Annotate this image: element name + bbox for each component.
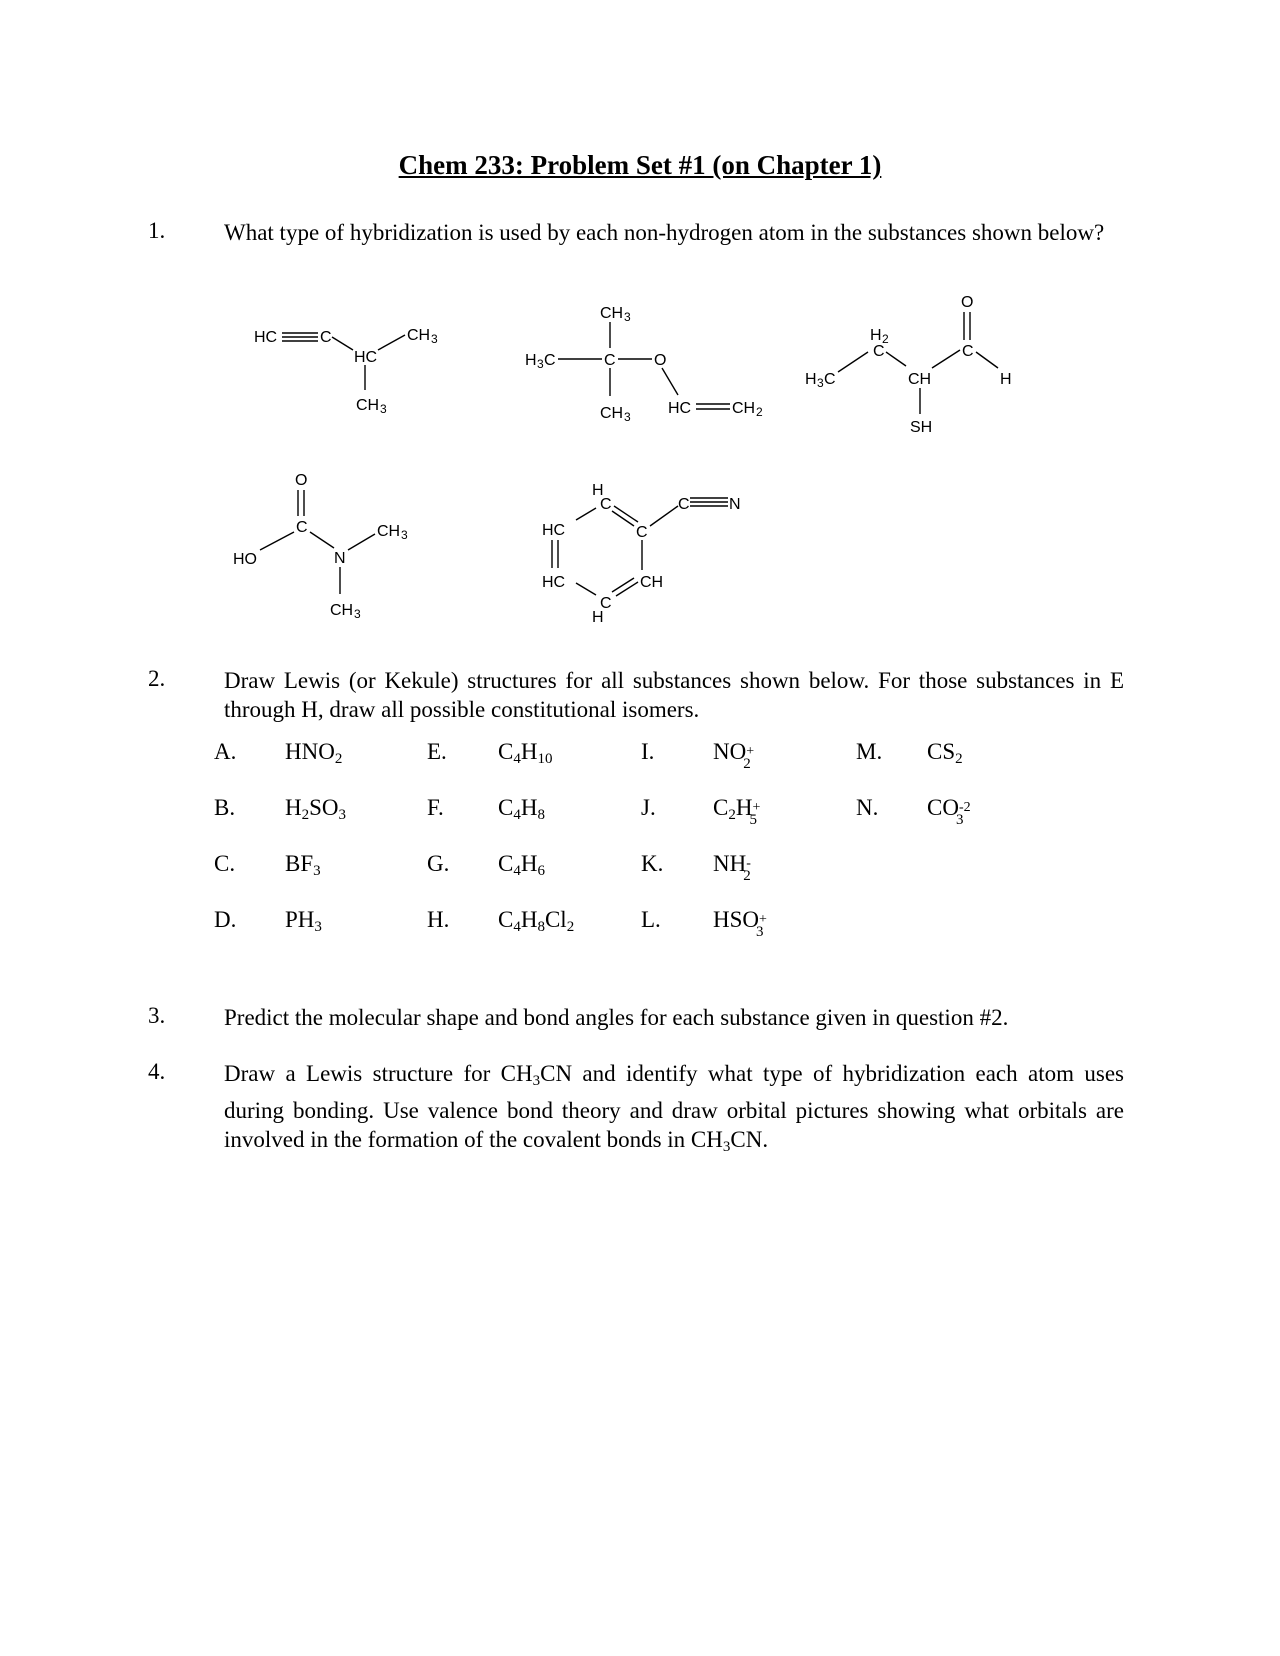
atom-label: C (636, 524, 648, 541)
atom-label: HC (668, 400, 692, 417)
item-letter: A. (214, 739, 237, 764)
item-letter: G. (427, 851, 450, 876)
atom-label: HC (254, 329, 278, 346)
item-letter: N. (856, 795, 879, 820)
question-number: 2. (148, 666, 166, 691)
atom-label: H (592, 482, 604, 499)
structure-5 (530, 480, 790, 650)
item-formula: HSO + 3 (713, 907, 767, 940)
item-letter: E. (427, 739, 447, 764)
question-number: 4. (148, 1059, 166, 1084)
atom-label: C (320, 329, 332, 346)
item-letter: I. (641, 739, 655, 764)
item-formula: NH - 2 (713, 851, 751, 884)
item-letter: D. (214, 907, 237, 932)
atom-label: CH (640, 574, 664, 591)
item-letter: K. (641, 851, 664, 876)
atom-label: H (1000, 371, 1012, 388)
structure-3 (800, 290, 1030, 450)
structure-4 (230, 470, 450, 640)
atom-label: CH (407, 327, 431, 344)
svg-text:3: 3 (537, 357, 544, 371)
question-text: Predict the molecular shape and bond angles for each substance given in question #2. (224, 1005, 1009, 1030)
item-formula: $C_4H_{10}$ (498, 739, 553, 767)
atom-label: CH (908, 371, 932, 388)
svg-text:C: C (824, 371, 836, 388)
atom-label: C (678, 496, 690, 513)
item-letter: M. (856, 739, 883, 764)
item-letter: B. (214, 795, 236, 820)
structure-1 (240, 320, 460, 440)
item-formula: $C_4H_6$ (498, 851, 545, 879)
svg-text:3: 3 (354, 607, 361, 621)
atom-label: CH (356, 397, 380, 414)
atom-label: H (805, 371, 817, 388)
atom-label: O (654, 352, 667, 369)
question-number: 3. (148, 1003, 166, 1028)
question-text: Draw Lewis (or Kekule) structures for all substances shown below. For those substances in E through H, draw all possible constitutional isomers. (224, 668, 1124, 722)
item-formula: $BF_3$ (285, 851, 321, 879)
atom-label: N (334, 550, 346, 567)
item-letter: L. (641, 907, 661, 932)
item-formula: $CS_2$ (927, 739, 963, 767)
atom-label: N (729, 496, 741, 513)
svg-text:3: 3 (380, 402, 387, 416)
atom-label: C (600, 496, 612, 513)
svg-text:3: 3 (624, 310, 631, 324)
svg-text:3: 3 (817, 376, 824, 390)
item-formula: $C_2H$ + 5 (713, 795, 761, 828)
atom-label: C (604, 352, 616, 369)
svg-text:3: 3 (431, 332, 438, 346)
atom-label: O (961, 294, 974, 311)
atom-label: CH (732, 400, 756, 417)
svg-text:C: C (544, 352, 556, 369)
atom-label: O (295, 472, 308, 489)
atom-label: HC (542, 522, 566, 539)
item-letter: F. (427, 795, 444, 820)
svg-text:3: 3 (624, 410, 631, 424)
atom-label: H (592, 609, 604, 626)
item-formula: $C_4H_8$ (498, 795, 545, 823)
atom-label: HO (233, 551, 257, 568)
atom-label: SH (910, 419, 933, 436)
item-formula: CO -2 3 (927, 795, 971, 828)
atom-label: H (525, 352, 537, 369)
atom-label: CH (600, 305, 624, 322)
item-formula: NO + 2 (713, 739, 755, 772)
question-number: 1. (148, 218, 166, 243)
atom-label: H (870, 327, 882, 344)
item-letter: J. (641, 795, 656, 820)
item-formula: $C_4H_8Cl_2$ (498, 907, 575, 935)
atom-label: HC (542, 574, 566, 591)
item-formula: $HNO_2$ (285, 739, 343, 767)
item-formula: $PH_3$ (285, 907, 322, 935)
atom-label: C (873, 343, 885, 360)
svg-text:2: 2 (882, 332, 889, 346)
atom-label: CH (600, 405, 624, 422)
structure-2 (520, 300, 780, 440)
atom-label: C (296, 519, 308, 536)
atom-label: HC (354, 349, 378, 366)
atom-label: CH (330, 602, 354, 619)
item-letter: C. (214, 851, 236, 876)
atom-label: CH (377, 523, 401, 540)
atom-label: C (962, 343, 974, 360)
item-letter: H. (427, 907, 450, 932)
page-title: Chem 233: Problem Set #1 (on Chapter 1) (398, 150, 882, 180)
svg-text:3: 3 (401, 528, 408, 542)
item-formula: $H_2SO_3$ (285, 795, 347, 823)
question-text: Draw a Lewis structure for $CH_3CN$ and identify what type of hybridization each atom uses during bonding. Use valence bond theory and draw orbital pictures showing what orbitals are involved in the formation of the covalent bonds in $CH_3CN$. (224, 1061, 1124, 1155)
question-text: What type of hybridization is used by each non-hydrogen atom in the substances shown below? (224, 220, 1105, 245)
svg-text:2: 2 (756, 405, 763, 419)
atom-label: C (600, 595, 612, 612)
